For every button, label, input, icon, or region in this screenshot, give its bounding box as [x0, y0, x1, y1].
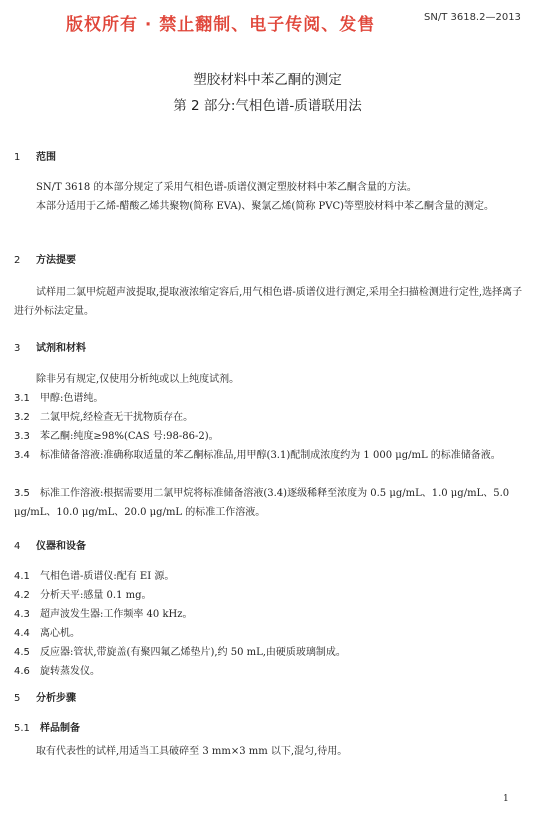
section-3-heading: [14, 339, 86, 354]
section-title: 分析步骤: [36, 693, 76, 704]
list-item-4-4: 4.4 离心机。: [14, 628, 80, 639]
standard-code: SN/T 3618.2—2013: [424, 12, 521, 23]
section-number: 3: [14, 343, 21, 354]
section-5-1-paragraph-1: 取有代表性的试样,用适当工具破碎至 3 mm×3 mm 以下,混匀,待用。: [36, 746, 348, 757]
list-item-3-1: 3.1 甲醇:色谱纯。: [14, 393, 104, 404]
section-1-paragraph-2: 本部分适用于乙烯-醋酸乙烯共聚物(简称 EVA)、聚氯乙烯(简称 PVC)等塑胶材料中苯乙酮含量的测定。: [36, 201, 495, 212]
section-5-heading: [14, 689, 76, 704]
section-title: 范围: [36, 152, 56, 163]
document-title: 塑胶材料中苯乙酮的测定: [193, 72, 342, 88]
subsection-number: 5.1: [14, 723, 30, 734]
section-3-intro: 除非另有规定,仅使用分析纯或以上纯度试剂。: [36, 374, 240, 385]
subsection-title: 样品制备: [40, 723, 80, 734]
section-1-heading: [14, 148, 56, 163]
section-title: 试剂和材料: [36, 343, 86, 354]
list-item-4-2: 4.2 分析天平:感量 0.1 mg。: [14, 590, 152, 601]
section-number: 2: [14, 255, 21, 266]
section-title: 方法提要: [36, 255, 76, 266]
list-item-4-5: 4.5 反应器:管状,带旋盖(有聚四氟乙烯垫片),约 50 mL,由硬质玻璃制成。: [14, 647, 346, 658]
list-item-4-1: 4.1 气相色谱-质谱仪:配有 EI 源。: [14, 571, 175, 582]
section-number: 4: [14, 541, 21, 552]
list-item-4-3: 4.3 超声波发生器:工作频率 40 kHz。: [14, 609, 193, 620]
list-item-3-4: 3.4 标准储备溶液:准确称取适量的苯乙酮标准品,用甲醇(3.1)配制成浓度约为 1 000 μg/mL 的标准储备液。: [14, 450, 501, 461]
list-item-3-2: 3.2 二氯甲烷,经检查无干扰物质存在。: [14, 412, 194, 423]
section-1-paragraph-1: SN/T 3618 的本部分规定了采用气相色谱-质谱仪测定塑胶材料中苯乙酮含量的方法。: [36, 182, 417, 193]
list-item-4-6: 4.6 旋转蒸发仪。: [14, 666, 100, 677]
subsection-5-1-heading: [14, 719, 80, 734]
copyright-watermark: 版权所有 · 禁止翻制、电子传阅、发售: [66, 15, 376, 35]
section-4-heading: [14, 537, 86, 552]
section-number: 1: [14, 152, 21, 163]
document-subtitle: 第 2 部分:气相色谱-质谱联用法: [173, 98, 362, 114]
list-item-3-3: 3.3 苯乙酮:纯度≥98%(CAS 号:98-86-2)。: [14, 431, 219, 442]
section-number: 5: [14, 693, 21, 704]
section-2-paragraph-1: 试样用二氯甲烷超声波提取,提取液浓缩定容后,用气相色谱-质谱仪进行测定,采用全扫描检测进行定性,选择离子进行外标法定量。: [14, 287, 523, 317]
section-2-heading: [14, 251, 76, 266]
list-item-3-5: 3.5 标准工作溶液:根据需要用二氯甲烷将标准储备溶液(3.4)逐级稀释至浓度为 0.5 μg/mL、1.0 μg/mL、5.0 μg/mL、10.0 μg/mL、20.0 μg/mL 的标准工作溶液。: [14, 488, 510, 518]
page-number: 1: [503, 794, 509, 804]
section-title: 仪器和设备: [36, 541, 86, 552]
